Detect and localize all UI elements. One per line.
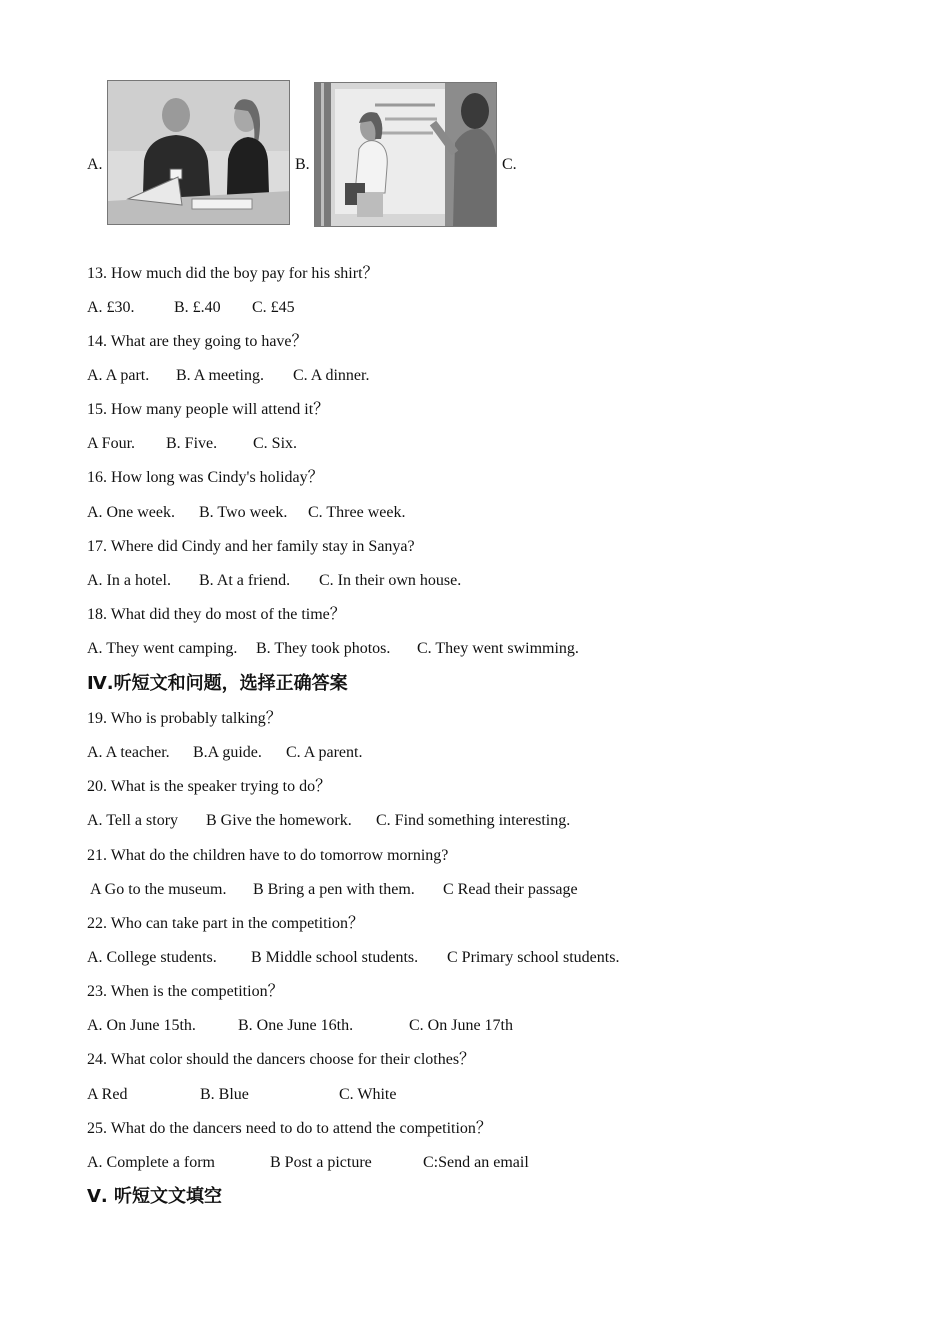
question-20-options: [87, 811, 687, 831]
q18-option-c: C. They went swimming.: [417, 640, 579, 657]
question-13: 13. How much did the boy pay for his shirt？: [87, 265, 379, 282]
q17-option-a: A. In a hotel.: [87, 572, 171, 589]
question-16-options: [87, 503, 587, 523]
q24-option-a: A Red: [87, 1086, 128, 1103]
question-24-options: [87, 1085, 587, 1105]
q20-option-c: C. Find something interesting.: [376, 812, 571, 829]
option-c-letter: C.: [502, 156, 517, 173]
option-a-photo: [107, 80, 290, 225]
question-25-options: [87, 1153, 587, 1173]
q19-option-a: A. A teacher.: [87, 744, 170, 761]
question-18: 18. What did they do most of the time？: [87, 606, 346, 623]
option-a-letter: A.: [87, 156, 103, 173]
question-25: 25. What do the dancers need to do to attend the competition？: [87, 1120, 492, 1137]
q16-option-c: C. Three week.: [308, 504, 406, 521]
q17-option-c: C. In their own house.: [319, 572, 462, 589]
question-22-options: [87, 948, 687, 968]
q22-option-b: B Middle school students.: [251, 949, 419, 966]
question-13-options: [87, 298, 587, 318]
q15-option-c: C. Six.: [253, 435, 298, 452]
q25-option-b: B Post a picture: [270, 1154, 372, 1171]
presentation-photo: [315, 83, 497, 227]
q19-option-b: B.A guide.: [193, 744, 262, 761]
q23-option-b: B. One June 16th.: [238, 1017, 354, 1034]
q24-option-c: C. White: [339, 1086, 397, 1103]
q13-option-b: B. £.40: [174, 299, 221, 316]
question-18-options: [87, 639, 687, 659]
q20-option-b: B Give the homework.: [206, 812, 352, 829]
q14-option-a: A. A part.: [87, 367, 150, 384]
q22-option-c: C Primary school students.: [447, 949, 620, 966]
q16-option-a: A. One week.: [87, 504, 175, 521]
q20-option-a: A. Tell a story: [87, 812, 179, 829]
q21-option-c: C Read their passage: [443, 881, 578, 898]
section-4-heading: Ⅳ.听短文和问题，选择正确答案: [87, 673, 348, 694]
question-15: 15. How many people will attend it？: [87, 401, 330, 418]
office-people-photo: [108, 81, 290, 225]
question-21: 21. What do the children have to do tomorrow morning?: [87, 847, 449, 864]
q21-option-b: B Bring a pen with them.: [253, 881, 415, 898]
q13-option-a: A. £30.: [87, 299, 135, 316]
q13-option-c: C. £45: [252, 299, 295, 316]
q23-option-c: C. On June 17th: [409, 1017, 513, 1034]
q21-option-a: A Go to the museum.: [90, 881, 227, 898]
q14-option-b: B. A meeting.: [176, 367, 264, 384]
q25-option-a: A. Complete a form: [87, 1154, 215, 1171]
question-21-options: [87, 880, 687, 900]
question-22: 22. Who can take part in the competition？: [87, 915, 364, 932]
q23-option-a: A. On June 15th.: [87, 1017, 196, 1034]
q19-option-c: C. A parent.: [286, 744, 363, 761]
question-17-options: [87, 571, 587, 591]
q17-option-b: B. At a friend.: [199, 572, 291, 589]
q15-option-b: B. Five.: [166, 435, 218, 452]
question-17: 17. Where did Cindy and her family stay in Sanya?: [87, 538, 415, 555]
q15-option-a: A Four.: [87, 435, 136, 452]
question-23: 23. When is the competition？: [87, 983, 284, 1000]
question-19-options: [87, 743, 587, 763]
question-24: 24. What color should the dancers choose for their clothes？: [87, 1051, 476, 1068]
question-23-options: [87, 1016, 587, 1036]
q18-option-b: B. They took photos.: [256, 640, 391, 657]
q14-option-c: C. A dinner.: [293, 367, 370, 384]
section-5-heading: Ⅴ. 听短文文填空: [87, 1186, 223, 1207]
question-14: 14. What are they going to have？: [87, 333, 308, 350]
question-20: 20. What is the speaker trying to do？: [87, 778, 332, 795]
option-b-letter: B.: [295, 156, 310, 173]
question-14-options: [87, 366, 587, 386]
question-19: 19. Who is probably talking？: [87, 710, 282, 727]
q16-option-b: B. Two week.: [199, 504, 288, 521]
question-16: 16. How long was Cindy's holiday？: [87, 469, 324, 486]
option-b-photo: [314, 82, 497, 227]
q22-option-a: A. College students.: [87, 949, 217, 966]
q24-option-b: B. Blue: [200, 1086, 249, 1103]
q25-option-c: C:Send an email: [423, 1154, 529, 1171]
question-15-options: [87, 434, 587, 454]
q18-option-a: A. They went camping.: [87, 640, 238, 657]
